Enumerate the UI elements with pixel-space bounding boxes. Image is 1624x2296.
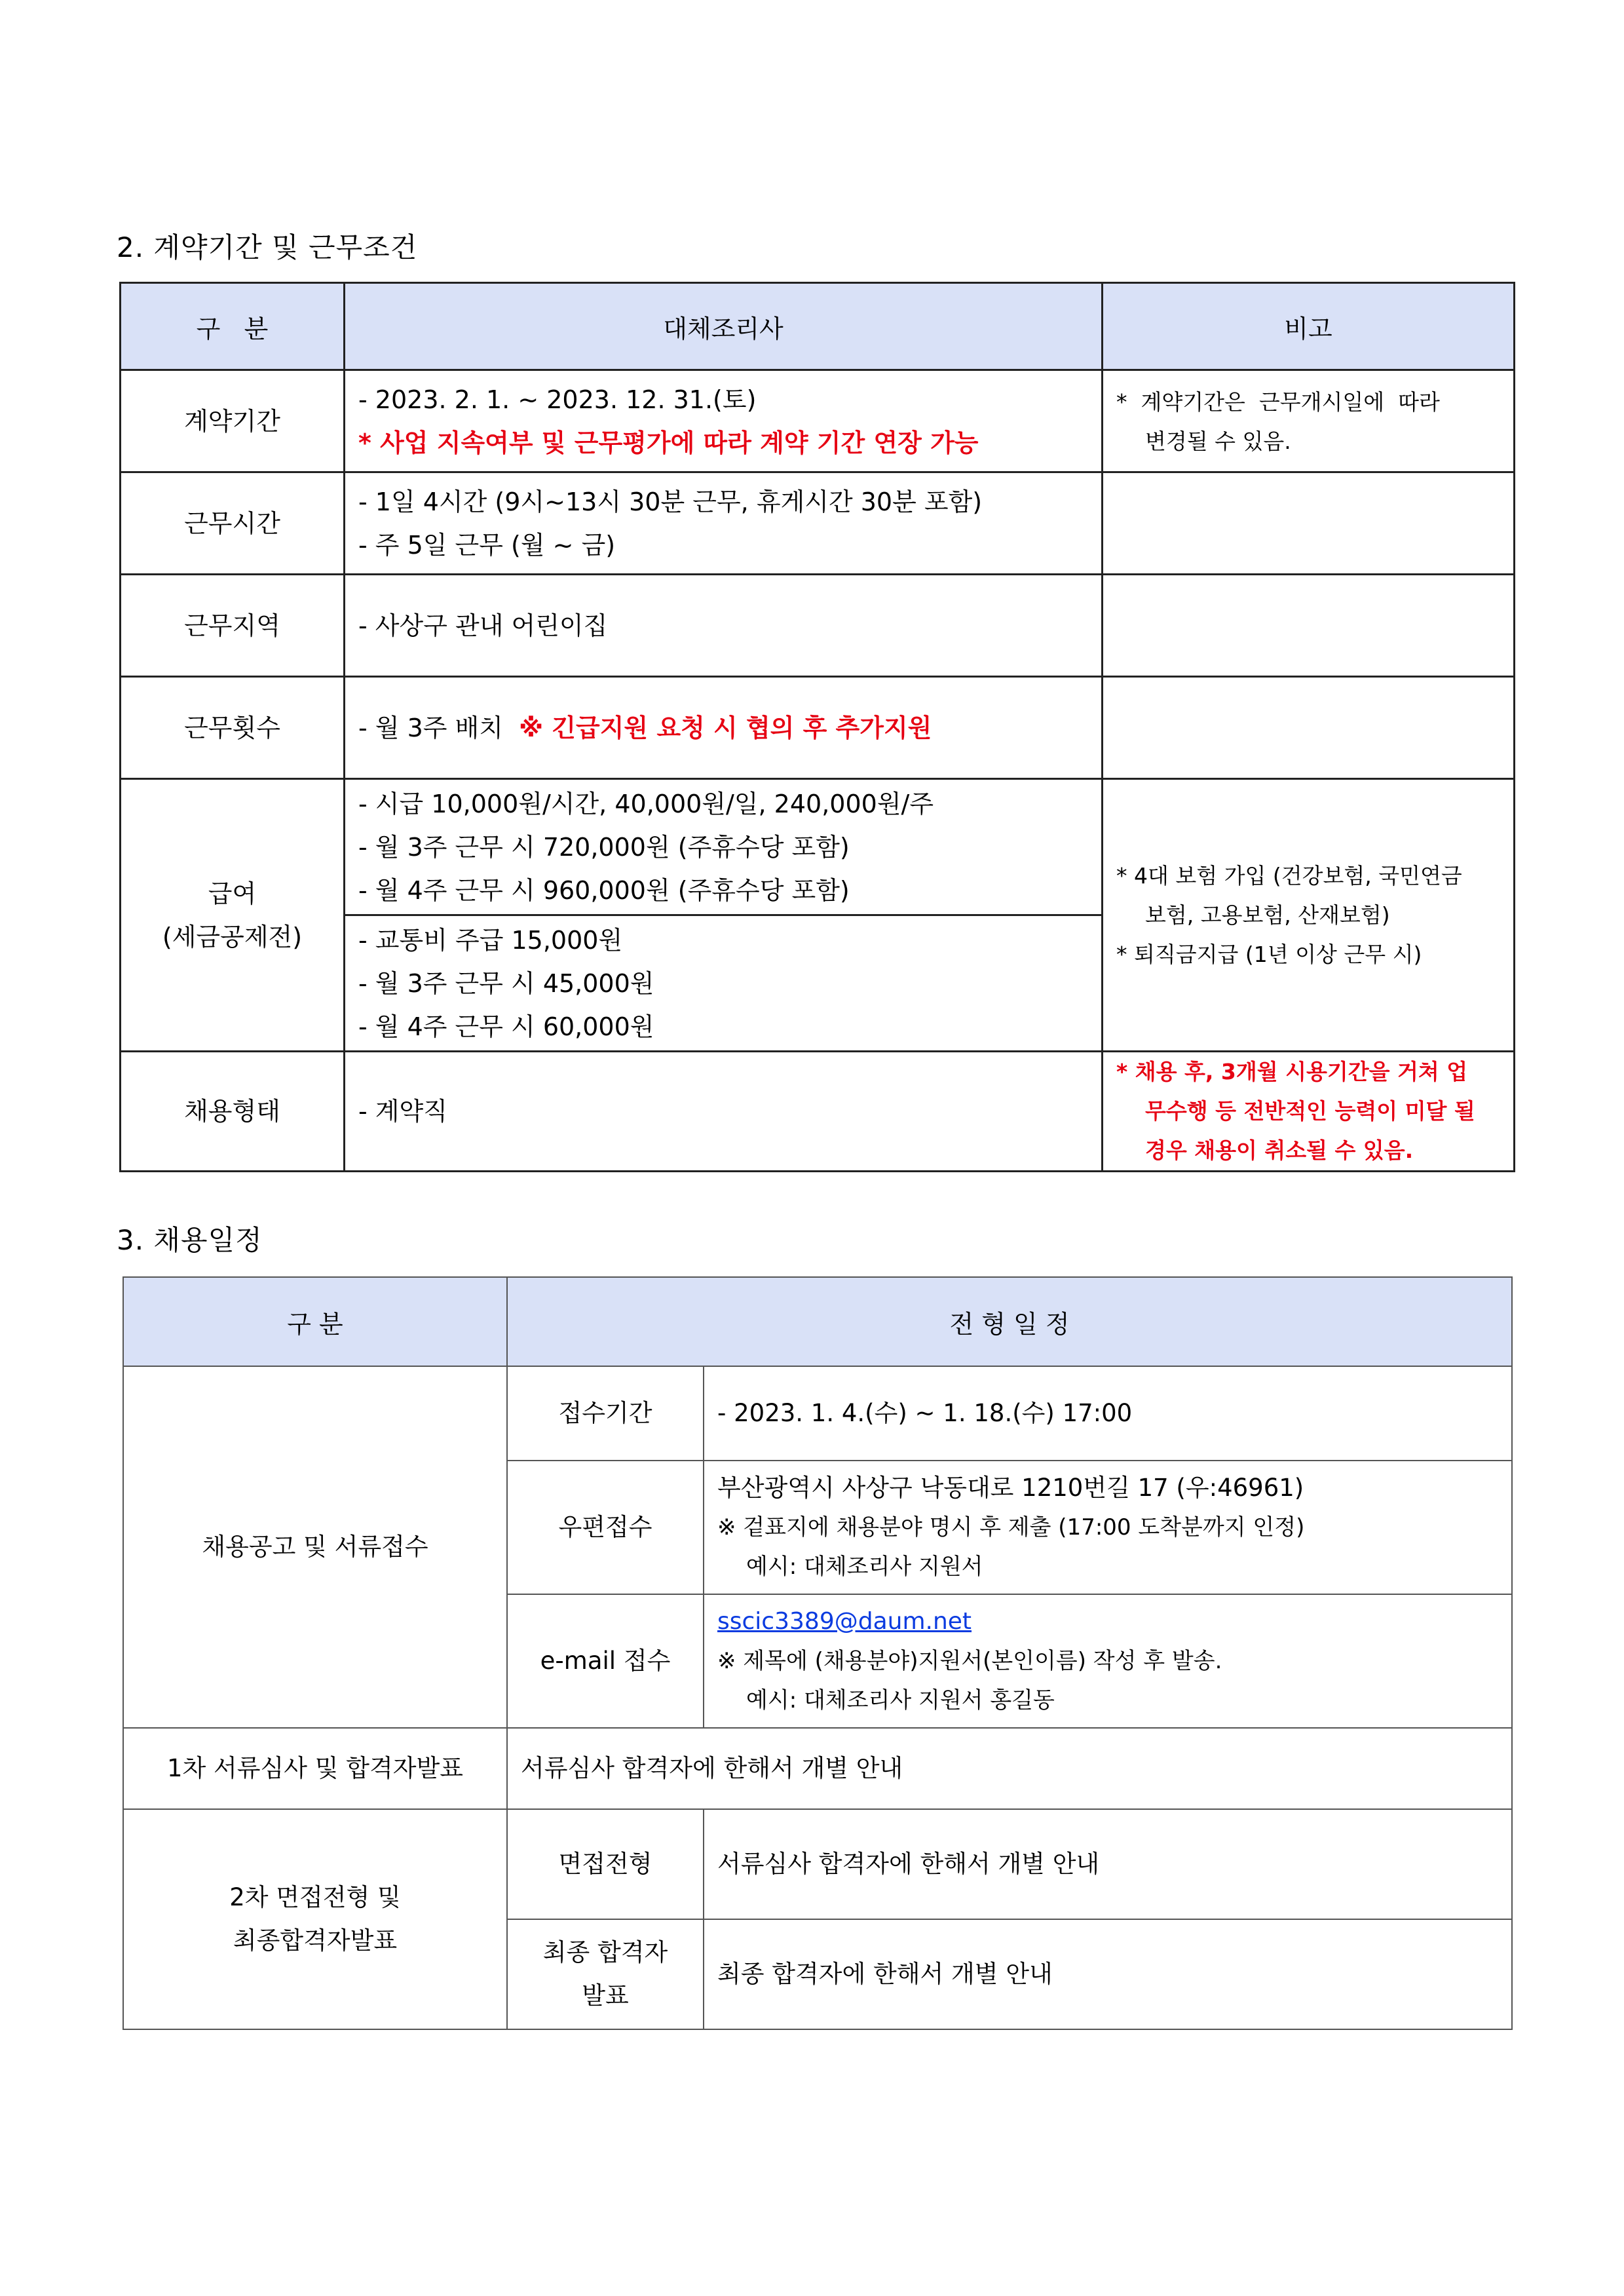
- pay-line: - 교통비 주급 15,000원: [358, 925, 623, 955]
- second-screening-label: 최종합격자발표: [233, 1926, 398, 1955]
- remark-line: 경우 채용이 취소될 수 있음.: [1145, 1138, 1414, 1163]
- row-label-work-area: 근무지역: [121, 575, 345, 677]
- remark-line: 보험, 고용보험, 산재보험): [1145, 902, 1390, 928]
- work-area-content: [345, 575, 1103, 677]
- reception-period-label: 접수기간: [507, 1366, 704, 1461]
- remark-line: 변경될 수 있음.: [1145, 429, 1291, 454]
- postal-reception-content: [704, 1461, 1512, 1594]
- email-example: 예시: 대체조리사 지원서 홍길동: [746, 1687, 1055, 1713]
- employment-type-remark: [1103, 1052, 1515, 1172]
- pay-label: 급여: [208, 879, 257, 908]
- row-label-employment-type: 채용형태: [121, 1052, 345, 1172]
- employment-type-content: [345, 1052, 1103, 1172]
- contract-period-dates: - 2023. 2. 1. ~ 2023. 12. 31.(토): [358, 385, 757, 414]
- work-frequency-content: [345, 677, 1103, 779]
- remark-line: 무수행 등 전반적인 능력이 미달 될: [1145, 1098, 1475, 1124]
- final-label-line: 발표: [582, 1981, 629, 2010]
- row-label-contract-period: 계약기간: [121, 370, 345, 472]
- header-schedule: 전 형 일 정: [507, 1277, 1512, 1366]
- row-label-work-frequency: 근무횟수: [121, 677, 345, 779]
- work-frequency-text: - 월 3주 배치: [358, 713, 503, 742]
- postal-address: 부산광역시 사상구 낙동대로 1210번길 17 (우:46961): [717, 1474, 1304, 1502]
- row-label-work-hours: 근무시간: [121, 472, 345, 575]
- employment-type-text: - 계약직: [358, 1097, 447, 1126]
- pay-line: - 월 4주 근무 시 960,000원 (주휴수당 포함): [358, 875, 850, 905]
- interview-label: 면접전형: [507, 1809, 704, 1919]
- header-category: 구 분: [123, 1277, 507, 1366]
- email-note: ※ 제목에 (채용분야)지원서(본인이름) 작성 후 발송.: [717, 1648, 1222, 1674]
- contract-conditions-table: [119, 282, 1515, 1172]
- contract-period-remark: [1103, 370, 1515, 472]
- email-link[interactable]: sscic3389@daum.net: [717, 1608, 972, 1635]
- email-reception-label: e-mail 접수: [507, 1594, 704, 1728]
- header-substitute-cook: 대체조리사: [345, 283, 1103, 370]
- first-screening-value: 서류심사 합격자에 한해서 개별 안내: [507, 1728, 1512, 1809]
- contract-extension-note: * 사업 지속여부 및 근무평가에 따라 계약 기간 연장 가능: [358, 428, 979, 457]
- pay-wage-content: [345, 779, 1103, 915]
- work-frequency-remark: [1103, 677, 1515, 779]
- work-area-remark: [1103, 575, 1515, 677]
- pay-transport-content: [345, 915, 1103, 1052]
- row-label-pay: [121, 779, 345, 1052]
- work-hours-weekly: - 주 5일 근무 (월 ~ 금): [358, 530, 616, 560]
- pay-sublabel: (세금공제전): [162, 922, 303, 951]
- final-label-line: 최종 합격자: [542, 1938, 668, 1966]
- work-hours-content: [345, 472, 1103, 575]
- interview-value: 서류심사 합격자에 한해서 개별 안내: [704, 1809, 1512, 1919]
- contract-period-content: [345, 370, 1103, 472]
- header-category: 구 분: [121, 283, 345, 370]
- section2-title: 2. 계약기간 및 근무조건: [117, 231, 418, 263]
- remark-line: * 채용 후, 3개월 시용기간을 거쳐 업: [1116, 1059, 1468, 1084]
- pay-line: - 월 3주 근무 시 45,000원: [358, 968, 654, 998]
- pay-remark: [1103, 779, 1515, 1052]
- row-label-first-screening: 1차 서류심사 및 합격자발표: [123, 1728, 507, 1809]
- final-announcement-label: [507, 1919, 704, 2029]
- postal-reception-label: 우편접수: [507, 1461, 704, 1594]
- emergency-support-note: ※ 긴급지원 요청 시 협의 후 추가지원: [519, 713, 932, 742]
- pay-line: - 월 3주 근무 시 720,000원 (주휴수당 포함): [358, 832, 850, 862]
- work-hours-remark: [1103, 472, 1515, 575]
- header-remarks: 비고: [1103, 283, 1515, 370]
- row-label-announcement: 채용공고 및 서류접수: [123, 1366, 507, 1728]
- recruitment-schedule-table: [123, 1276, 1513, 2030]
- postal-note: ※ 겉표지에 채용분야 명시 후 제출 (17:00 도착분까지 인정): [717, 1514, 1305, 1540]
- work-hours-daily: - 1일 4시간 (9시~13시 30분 근무, 휴게시간 30분 포함): [358, 487, 983, 516]
- row-label-second-screening: [123, 1809, 507, 2029]
- work-area-text: - 사상구 관내 어린이집: [358, 611, 608, 640]
- section3-title: 3. 채용일정: [117, 1224, 263, 1256]
- postal-example: 예시: 대체조리사 지원서: [746, 1554, 983, 1580]
- remark-line: * 계약기간은 근무개시일에 따라: [1116, 389, 1440, 415]
- pay-line: - 월 4주 근무 시 60,000원: [358, 1012, 654, 1041]
- remark-line: * 4대 보험 가입 (건강보험, 국민연금: [1116, 862, 1462, 889]
- final-announcement-value: 최종 합격자에 한해서 개별 안내: [704, 1919, 1512, 2029]
- pay-line: - 시급 10,000원/시간, 40,000원/일, 240,000원/주: [358, 789, 934, 818]
- email-reception-content: [704, 1594, 1512, 1728]
- remark-line: * 퇴직금지급 (1년 이상 근무 시): [1116, 941, 1422, 967]
- reception-period-value: - 2023. 1. 4.(수) ~ 1. 18.(수) 17:00: [704, 1366, 1512, 1461]
- second-screening-label: 2차 면접전형 및: [229, 1883, 401, 1911]
